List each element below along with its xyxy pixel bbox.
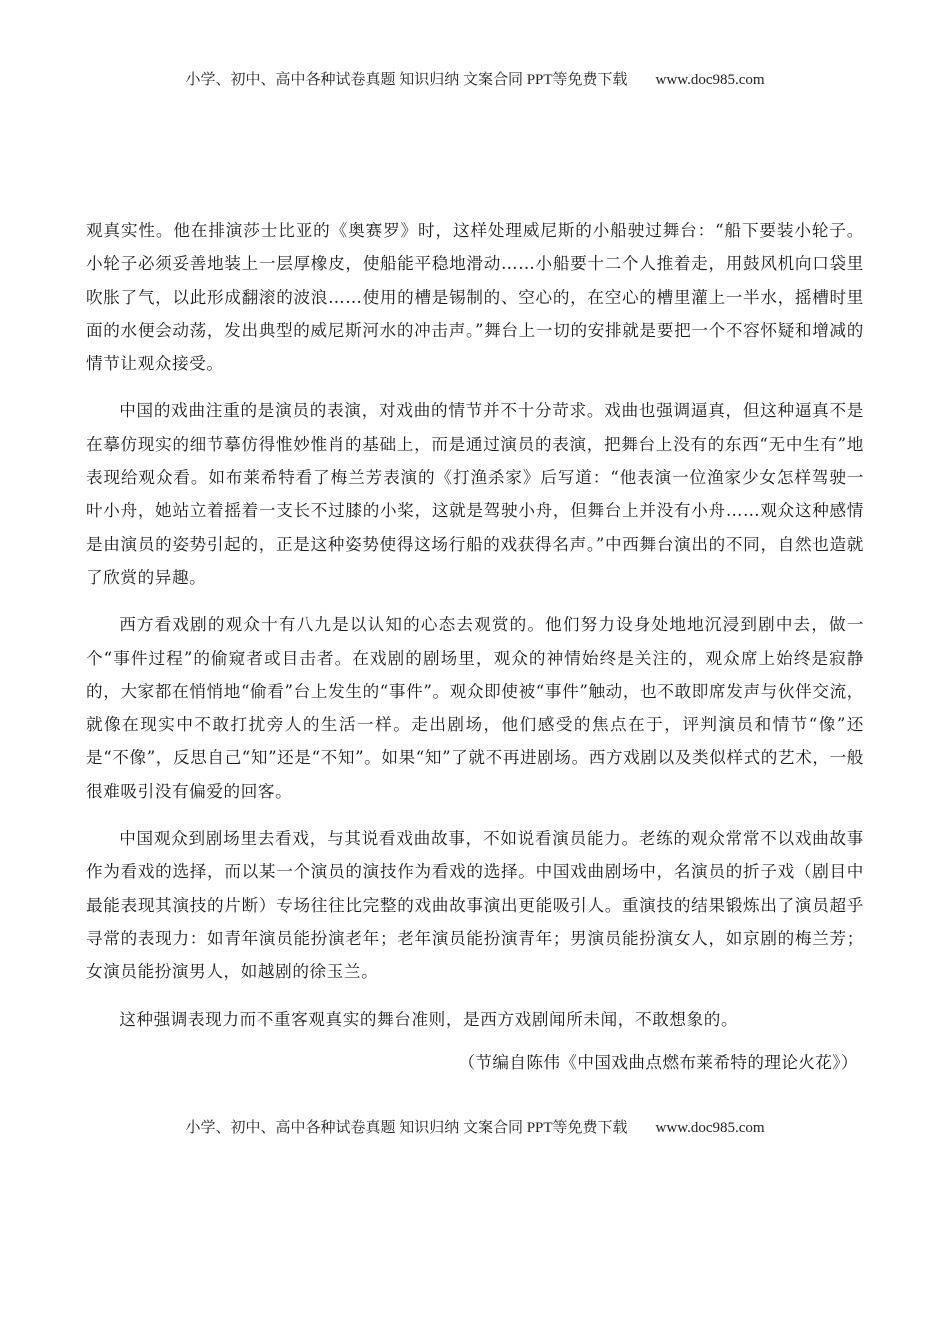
- header-text: 小学、初中、高中各种试卷真题 知识归纳 文案合同 PPT等免费下载: [185, 72, 628, 88]
- header-site-link[interactable]: www.doc985.com: [655, 72, 765, 88]
- paragraph-2: 中国的戏曲注重的是演员的表演，对戏曲的情节并不十分苛求。戏曲也强调逼真，但这种逼真不是在摹仿现实的细节摹仿得惟妙惟肖的基础上，而是通过演员的表演，把舞台上没有的东西“无中生有”地表现给观众看。如布莱希特看了梅兰芳表演的《打渔杀家》后写道：“他表演一位渔家少女怎样驾驶一叶小舟，她站立着摇着一支长不过膝的小桨，这就是驾驶小舟，但舞台上并没有小舟……观众这种感情是由演员的姿势引起的，正是这种姿势使得这场行船的戏获得名声。”中西舞台演出的不同，自然也造就了欣赏的异趣。: [86, 401, 864, 587]
- paragraph-4: 中国观众到剧场里去看戏，与其说看戏曲故事，不如说看演员能力。老练的观众常常不以戏曲故事作为看戏的选择，而以某一个演员的演技作为看戏的选择。中国戏曲剧场中，名演员的折子戏（剧目中最能表现其演技的片断）专场往往比完整的戏曲故事演出更能吸引人。重演技的结果锻炼出了演员超乎寻常的表现力：如青年演员能扮演老年；老年演员能扮演青年；男演员能扮演女人，如京剧的梅兰芳；女演员能扮演男人，如越剧的徐玉兰。: [86, 829, 864, 982]
- article-body: [86, 214, 864, 1078]
- paragraph-5: 这种强调表现力而不重客观真实的舞台准则，是西方戏剧闻所未闻，不敢想象的。: [119, 1009, 739, 1029]
- page-header: [0, 68, 950, 89]
- source-citation: （节编自陈伟《中国戏曲点燃布莱希特的理论火花》）: [458, 1052, 858, 1072]
- paragraph-1: 观真实性。他在排演莎士比亚的《奥赛罗》时，这样处理威尼斯的小船驶过舞台：“船下要装小轮子。小轮子必须妥善地装上一层厚橡皮，使船能平稳地滑动……小船要十二个人推着走，用鼓风机向口袋里吹胀了气，以此形成翻滚的波浪……使用的槽是锡制的、空心的，在空心的槽里灌上一半水，摇槽时里面的水便会动荡，发出典型的威尼斯河水的冲击声。”舞台上一切的安排就是要把一个不容怀疑和增减的情节让观众接受。: [86, 221, 864, 374]
- footer-site-link[interactable]: www.doc985.com: [655, 1120, 765, 1136]
- page-footer: [0, 1116, 950, 1137]
- footer-text: 小学、初中、高中各种试卷真题 知识归纳 文案合同 PPT等免费下载: [185, 1120, 628, 1136]
- paragraph-3: 西方看戏剧的观众十有八九是以认知的心态去观赏的。他们努力设身处地地沉浸到剧中去，做一个“事件过程”的偷窥者或目击者。在戏剧的剧场里，观众的神情始终是关注的，观众席上始终是寂静的，大家都在悄悄地“偷看”台上发生的“事件”。观众即使被“事件”触动，也不敢即席发声与伙伴交流，就像在现实中不敢打扰旁人的生活一样。走出剧场，他们感受的焦点在于，评判演员和情节“像”还是“不像”，反思自己“知”还是“不知”。如果“知”了就不再进剧场。西方戏剧以及类似样式的艺术，一般很难吸引没有偏爱的回客。: [86, 615, 864, 801]
